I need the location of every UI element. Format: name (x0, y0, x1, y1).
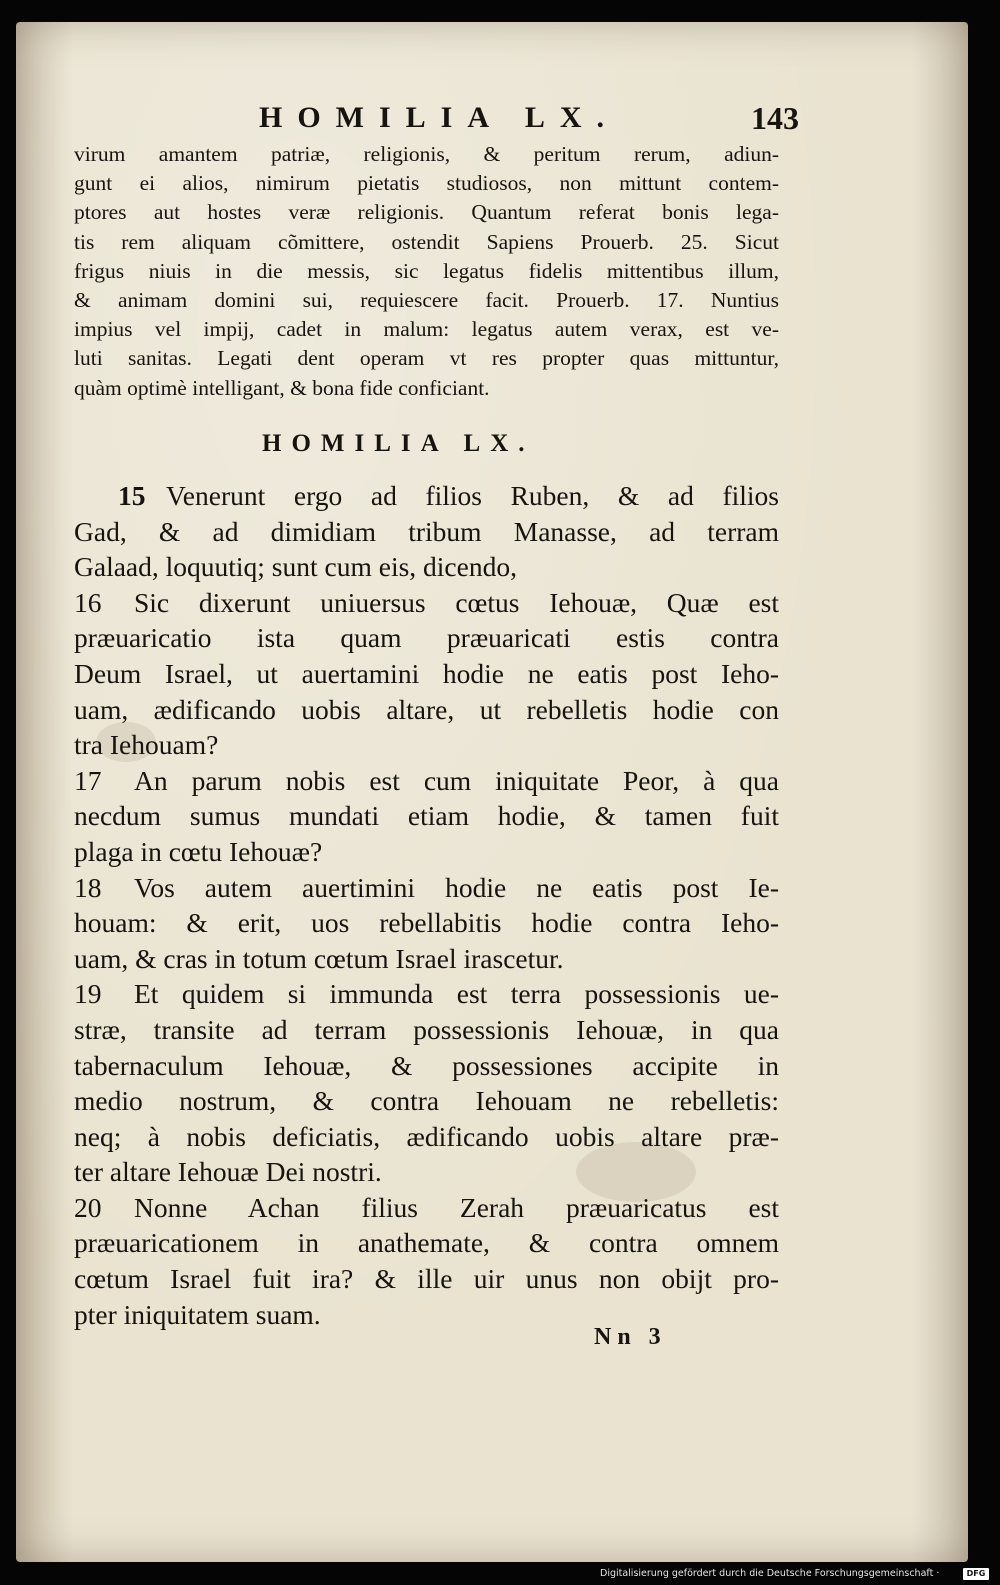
scripture-line (74, 834, 779, 870)
verse-text: Deum Israel, ut auertamini hodie ne eatis post Ieho- (74, 657, 779, 689)
commentary-line: ptores aut hostes veræ religionis. Quantum referat bonis lega- (74, 200, 779, 225)
running-head (259, 98, 799, 138)
verse-text: houam: & erit, uos rebellabitis hodie contra Ieho- (74, 907, 779, 939)
scripture-line (74, 1297, 779, 1333)
verse-text: Gad, & ad dimidiam tribum Manasse, ad terram (74, 515, 779, 547)
scripture-line (74, 905, 779, 941)
verse-text: stræ, transite ad terram possessionis Iehouæ, in qua (74, 1013, 779, 1045)
scripture-line (74, 1190, 779, 1226)
scripture-line (74, 941, 779, 977)
verse-text: plaga in cœtu Iehouæ? (74, 835, 323, 867)
book-page (16, 22, 968, 1562)
commentary-line: gunt ei alios, nimirum pietatis studiosos, non mittunt contem- (74, 171, 779, 196)
verse-number: 20 (74, 1191, 102, 1223)
scripture-line (74, 692, 779, 728)
scripture-line (74, 763, 779, 799)
commentary-text (74, 140, 779, 403)
verse-number: 19 (74, 978, 102, 1010)
commentary-line: quàm optimè intelligant, & bona fide conficiant. (74, 375, 490, 400)
verse-text: Sic dixerunt uniuersus cœtus Iehouæ, Quæ est (134, 586, 779, 618)
scripture-line (74, 976, 779, 1012)
commentary-line: frigus niuis in die messis, sic legatus fidelis mittentibus illum, (74, 258, 779, 283)
verse-text: uam, ædificando uobis altare, ut rebelletis hodie con (74, 693, 779, 725)
verse-text: cœtum Israel fuit ira? & ille uir unus non obijt pro- (74, 1263, 779, 1295)
section-heading: HOMILIA LX. (262, 430, 535, 457)
verse-text: præuaricationem in anathemate, & contra omnem (74, 1227, 779, 1259)
catchword: Nn 3 (594, 1324, 667, 1350)
verse-number: 15 (118, 480, 146, 511)
running-title: HOMILIA LX. (259, 101, 620, 134)
verse-text: ter altare Iehouæ Dei nostri. (74, 1156, 382, 1188)
verse-text: uam, & cras in totum cœtum Israel irascetur. (74, 942, 564, 974)
scripture-line (74, 1083, 779, 1119)
digitization-footer (600, 1566, 995, 1582)
scripture-line (74, 478, 779, 514)
scripture-text (74, 478, 779, 1332)
verse-text: Nonne Achan filius Zerah præuaricatus est (134, 1191, 779, 1223)
scripture-line (74, 1012, 779, 1048)
page-number: 143 (751, 100, 799, 136)
commentary-line: virum amantem patriæ, religionis, & peritum rerum, adiun- (74, 142, 779, 166)
scripture-line (74, 1225, 779, 1261)
verse-number: 16 (74, 586, 102, 618)
verse-text: An parum nobis est cum iniquitate Peor, à qua (134, 764, 779, 796)
scripture-line (74, 1048, 779, 1084)
scripture-line (74, 620, 779, 656)
scripture-line (74, 798, 779, 834)
scripture-line (74, 1261, 779, 1297)
scripture-line (74, 585, 779, 621)
commentary-line: tis rem aliquam cõmittere, ostendit Sapiens Prouerb. 25. Sicut (74, 229, 779, 254)
verse-text: tra Iehouam? (74, 729, 219, 761)
verse-text: neq; à nobis deficiatis, ædificando uobis altare præ- (74, 1120, 779, 1152)
verse-text: pter iniquitatem suam. (74, 1298, 321, 1330)
funding-note: Digitalisierung gefördert durch die Deutsche Forschungsgemeinschaft · (600, 1568, 940, 1579)
verse-text: Vos autem auertimini hodie ne eatis post Ie- (134, 871, 779, 903)
commentary-line: impius vel impij, cadet in malum: legatus autem verax, est ve- (74, 317, 779, 342)
commentary-line: luti sanitas. Legati dent operam vt res propter quas mittuntur, (74, 346, 779, 371)
scripture-line (74, 1154, 779, 1190)
verse-text: tabernaculum Iehouæ, & possessiones accipite in (74, 1049, 779, 1081)
verse-text: medio nostrum, & contra Iehouam ne rebelletis: (74, 1085, 779, 1117)
verse-text: Galaad, loquutiq; sunt cum eis, dicendo, (74, 551, 517, 583)
scripture-line (74, 514, 779, 550)
scripture-line (74, 727, 779, 763)
verse-text: Venerunt ergo ad filios Ruben, & ad filios (166, 480, 779, 511)
commentary-line: & animam domini sui, requiescere facit. Prouerb. 17. Nuntius (74, 287, 779, 312)
scripture-line (74, 656, 779, 692)
verse-text: Et quidem si immunda est terra possessionis ue- (134, 978, 779, 1010)
scripture-line (74, 1119, 779, 1155)
dfg-logo: DFG (963, 1568, 989, 1580)
scripture-line (74, 549, 779, 585)
verse-number: 18 (74, 871, 102, 903)
verse-number: 17 (74, 764, 102, 796)
verse-text: necdum sumus mundati etiam hodie, & tamen fuit (74, 800, 779, 832)
verse-text: præuaricatio ista quam præuaricati estis contra (74, 622, 779, 654)
scripture-line (74, 870, 779, 906)
